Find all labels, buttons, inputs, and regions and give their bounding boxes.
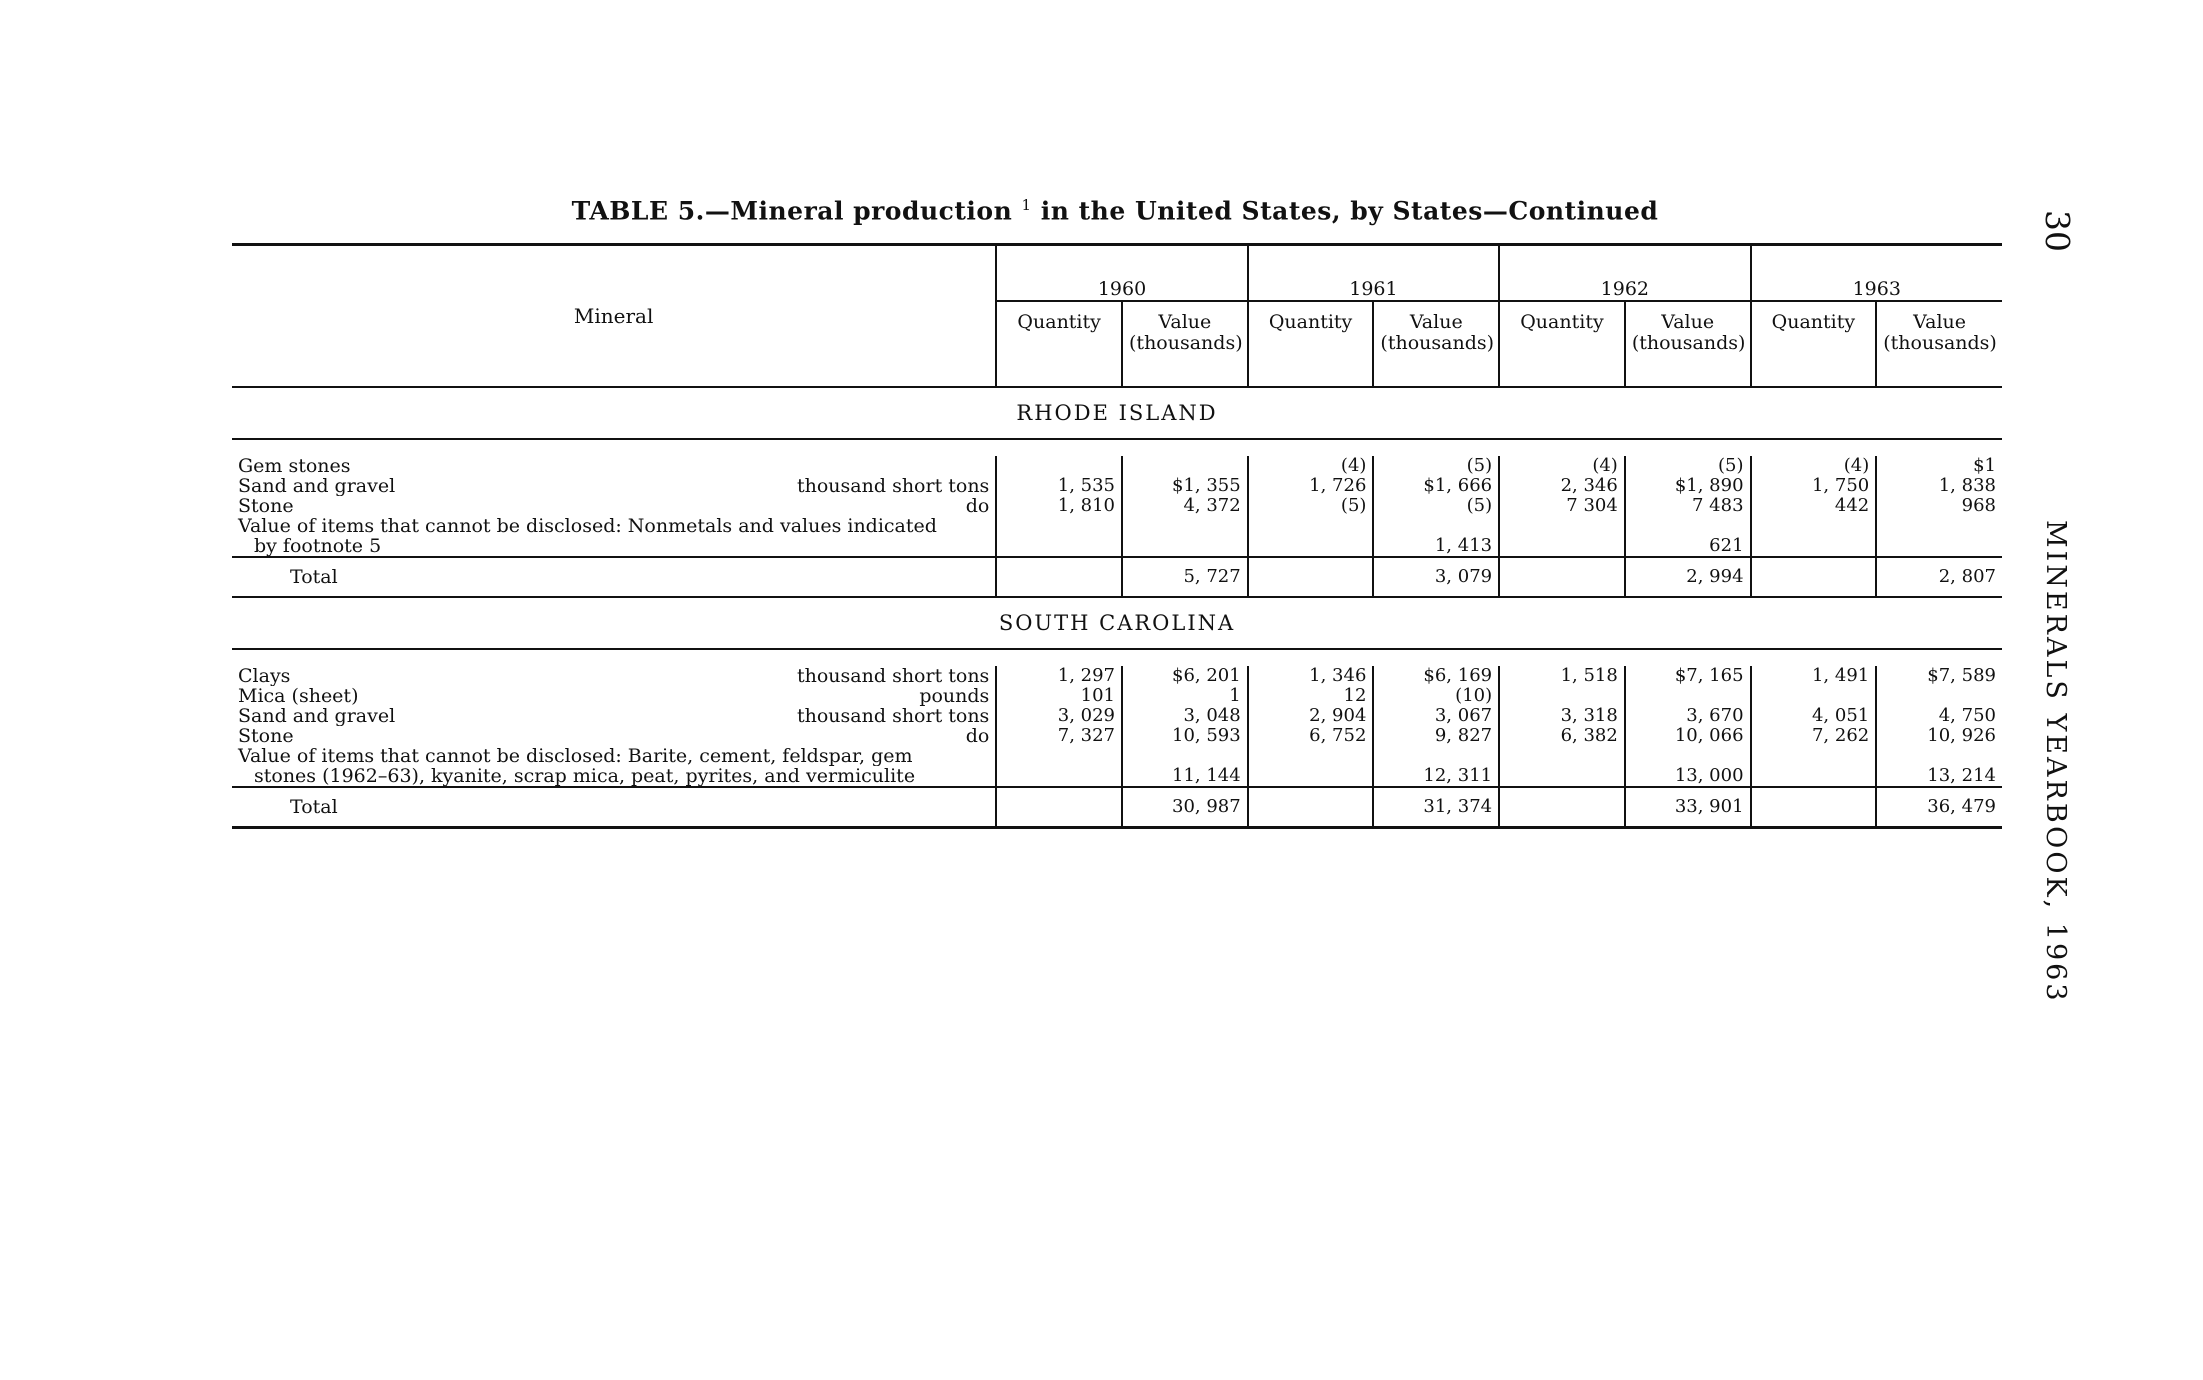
value-label: Value (1409, 311, 1463, 333)
table-cell (1499, 686, 1625, 706)
table-cell (996, 766, 1122, 787)
table-cell (1499, 558, 1625, 597)
table-cell: 10, 066 (1625, 726, 1751, 746)
value-label: Value (1913, 311, 1967, 333)
table-cell: $1, 890 (1625, 476, 1751, 496)
mineral-label-cell (232, 476, 996, 496)
quantity-column-header: Quantity (1499, 301, 1625, 387)
table-cell: 30, 987 (1122, 788, 1248, 828)
table-body (232, 388, 2002, 829)
page-number: 30 (2038, 210, 2077, 252)
mineral-unit: thousand short tons (797, 706, 990, 726)
mineral-production-table (232, 243, 2002, 829)
value-column-header (1373, 301, 1499, 387)
table-cell: (5) (1625, 456, 1751, 476)
quantity-column-header: Quantity (1248, 301, 1374, 387)
table-cell: $6, 201 (1122, 666, 1248, 686)
table-cell: 1, 750 (1751, 476, 1877, 496)
table-cell: $7, 165 (1625, 666, 1751, 686)
table-cell: 3, 670 (1625, 706, 1751, 726)
mineral-label-cell (232, 536, 996, 557)
table-cell (1248, 558, 1374, 597)
table-cell: $7, 589 (1876, 666, 2002, 686)
table-cell: 13, 000 (1625, 766, 1751, 787)
table-cell (1499, 788, 1625, 828)
table-cell (1499, 746, 1625, 766)
mineral-name: Sand and gravel (238, 476, 396, 496)
table-cell (1876, 746, 2002, 766)
table-cell (1751, 536, 1877, 557)
table-cell (1751, 516, 1877, 536)
table-cell: 1, 297 (996, 666, 1122, 686)
table-cell: 6, 382 (1499, 726, 1625, 746)
value-unit: (thousands) (1380, 332, 1495, 354)
table-row (232, 706, 2002, 726)
table-cell: 1, 518 (1499, 666, 1625, 686)
table-cell: 6, 752 (1248, 726, 1374, 746)
table-cell (996, 456, 1122, 476)
mineral-name: Gem stones (238, 456, 351, 476)
table-cell: $1, 666 (1373, 476, 1499, 496)
table-cell: 2, 807 (1876, 558, 2002, 597)
table-cell: 3, 318 (1499, 706, 1625, 726)
table-cell: 3, 029 (996, 706, 1122, 726)
total-row (232, 788, 2002, 828)
year-header: 1961 (1248, 246, 1499, 301)
table-cell: 7, 262 (1751, 726, 1877, 746)
table-cell (1248, 516, 1374, 536)
mineral-name: Mica (sheet) (238, 686, 359, 706)
table-cell: 5, 727 (1122, 558, 1248, 597)
table-cell (1751, 746, 1877, 766)
table-cell: (4) (1248, 456, 1374, 476)
table-cell: 31, 374 (1373, 788, 1499, 828)
quantity-column-header: Quantity (1751, 301, 1877, 387)
mineral-unit: thousand short tons (797, 666, 990, 686)
table-cell: (5) (1248, 496, 1374, 516)
table-cell: (5) (1373, 456, 1499, 476)
table-cell (1876, 536, 2002, 557)
mineral-name: by footnote 5 (254, 536, 382, 557)
mineral-label-cell (232, 746, 996, 766)
table-cell: 1, 535 (996, 476, 1122, 496)
table-title-prefix: TABLE 5.—Mineral production (571, 196, 1013, 226)
table-cell: 9, 827 (1373, 726, 1499, 746)
table-cell (1876, 686, 2002, 706)
table-cell (1122, 746, 1248, 766)
table-cell (1625, 686, 1751, 706)
table-cell: 7 483 (1625, 496, 1751, 516)
table-cell (1499, 766, 1625, 787)
table-cell: 1, 491 (1751, 666, 1877, 686)
book-title: MINERALS YEARBOOK, 1963 (2040, 520, 2071, 1004)
value-label: Value (1661, 311, 1715, 333)
year-header: 1963 (1751, 246, 2002, 301)
table-cell: (4) (1751, 456, 1877, 476)
value-unit: (thousands) (1129, 332, 1243, 354)
table-row (232, 746, 2002, 766)
table-cell (996, 558, 1122, 597)
value-label: Value (1158, 311, 1212, 333)
total-label: Total (290, 796, 338, 818)
mineral-label-cell (232, 496, 996, 516)
table-row (232, 536, 2002, 557)
table-cell: 621 (1625, 536, 1751, 557)
table-cell: $6, 169 (1373, 666, 1499, 686)
table-row (232, 476, 2002, 496)
value-column-header (1122, 301, 1248, 387)
table-header (232, 245, 2002, 389)
mineral-name: Sand and gravel (238, 706, 396, 726)
mineral-name: Clays (238, 666, 291, 686)
table-title (230, 196, 2000, 225)
year-header: 1960 (996, 246, 1247, 301)
table-cell (1751, 788, 1877, 828)
table-cell: 2, 904 (1248, 706, 1374, 726)
table-cell: 968 (1876, 496, 2002, 516)
table-cell: 12, 311 (1373, 766, 1499, 787)
state-heading: SOUTH CAROLINA (232, 598, 2002, 649)
table-cell (1373, 516, 1499, 536)
table-cell (1248, 766, 1374, 787)
quantity-column-header: Quantity (996, 301, 1122, 387)
table-row (232, 456, 2002, 476)
table-cell: 1 (1122, 686, 1248, 706)
mineral-unit: thousand short tons (797, 476, 990, 496)
table-row (232, 686, 2002, 706)
value-unit: (thousands) (1883, 332, 1997, 354)
mineral-label-cell (232, 686, 996, 706)
table-cell: (5) (1373, 496, 1499, 516)
table-row (232, 666, 2002, 686)
table-cell (996, 788, 1122, 828)
table-row (232, 496, 2002, 516)
mineral-label-cell (232, 666, 996, 686)
value-unit: (thousands) (1631, 332, 1746, 354)
table-cell: 7, 327 (996, 726, 1122, 746)
table-cell: $1 (1876, 456, 2002, 476)
table-cell: 1, 346 (1248, 666, 1374, 686)
mineral-unit: pounds (919, 686, 990, 706)
table-cell (996, 536, 1122, 557)
table-cell (1625, 746, 1751, 766)
value-column-header (1876, 301, 2002, 387)
mineral-name: Stone (238, 496, 294, 516)
table-row (232, 766, 2002, 787)
mineral-unit: do (965, 496, 990, 516)
mineral-name: Stone (238, 726, 294, 746)
table-cell: 10, 593 (1122, 726, 1248, 746)
table-cell (1248, 536, 1374, 557)
table-cell: 10, 926 (1876, 726, 2002, 746)
table-cell: 1, 413 (1373, 536, 1499, 557)
mineral-name: stones (1962–63), kyanite, scrap mica, peat, pyrites, and vermiculite (254, 766, 916, 787)
table-cell (1751, 558, 1877, 597)
table-cell: 2, 346 (1499, 476, 1625, 496)
table-cell (1122, 516, 1248, 536)
table-cell: 3, 067 (1373, 706, 1499, 726)
year-header: 1962 (1499, 246, 1750, 301)
state-heading: RHODE ISLAND (232, 388, 2002, 439)
table-cell (996, 746, 1122, 766)
mineral-label-cell (232, 706, 996, 726)
mineral-label-cell (232, 456, 996, 476)
mineral-label-cell (232, 766, 996, 787)
table-cell: $1, 355 (1122, 476, 1248, 496)
table-cell (1248, 788, 1374, 828)
table-cell (1751, 766, 1877, 787)
table-row (232, 726, 2002, 746)
table-cell: 1, 838 (1876, 476, 2002, 496)
table-cell: (10) (1373, 686, 1499, 706)
table-cell: 36, 479 (1876, 788, 2002, 828)
table-cell: 7 304 (1499, 496, 1625, 516)
value-column-header (1625, 301, 1751, 387)
table-cell (1625, 516, 1751, 536)
mineral-label-cell (232, 726, 996, 746)
table-cell (1248, 746, 1374, 766)
table-cell: 2, 994 (1625, 558, 1751, 597)
table-cell: 4, 372 (1122, 496, 1248, 516)
table-cell: 13, 214 (1876, 766, 2002, 787)
table-cell: 12 (1248, 686, 1374, 706)
table-cell (1876, 516, 2002, 536)
table-cell: 11, 144 (1122, 766, 1248, 787)
table-cell: 4, 051 (1751, 706, 1877, 726)
table-cell (1122, 456, 1248, 476)
table-cell: 101 (996, 686, 1122, 706)
table-row (232, 516, 2002, 536)
table-cell (1373, 746, 1499, 766)
table-cell: 4, 750 (1876, 706, 2002, 726)
mineral-table-wrapper (232, 243, 2002, 829)
table-cell: 442 (1751, 496, 1877, 516)
mineral-label-cell (232, 516, 996, 536)
table-cell: (4) (1499, 456, 1625, 476)
table-title-suffix: in the United States, by States—Continued (1040, 196, 1659, 226)
table-cell (1122, 536, 1248, 557)
table-cell: 3, 048 (1122, 706, 1248, 726)
mineral-name: Value of items that cannot be disclosed: Barite, cement, feldspar, gem (238, 746, 913, 766)
table-cell: 3, 079 (1373, 558, 1499, 597)
title-footnote-marker: 1 (1021, 196, 1032, 214)
table-cell: 33, 901 (1625, 788, 1751, 828)
table-cell (996, 516, 1122, 536)
table-cell: 1, 726 (1248, 476, 1374, 496)
mineral-column-header: Mineral (573, 304, 654, 328)
table-cell (1499, 516, 1625, 536)
mineral-name: Value of items that cannot be disclosed: Nonmetals and values indicated (238, 516, 937, 536)
table-cell (1499, 536, 1625, 557)
table-cell: 1, 810 (996, 496, 1122, 516)
total-label: Total (290, 566, 338, 588)
table-cell (1751, 686, 1877, 706)
total-row (232, 558, 2002, 597)
mineral-unit: do (965, 726, 990, 746)
